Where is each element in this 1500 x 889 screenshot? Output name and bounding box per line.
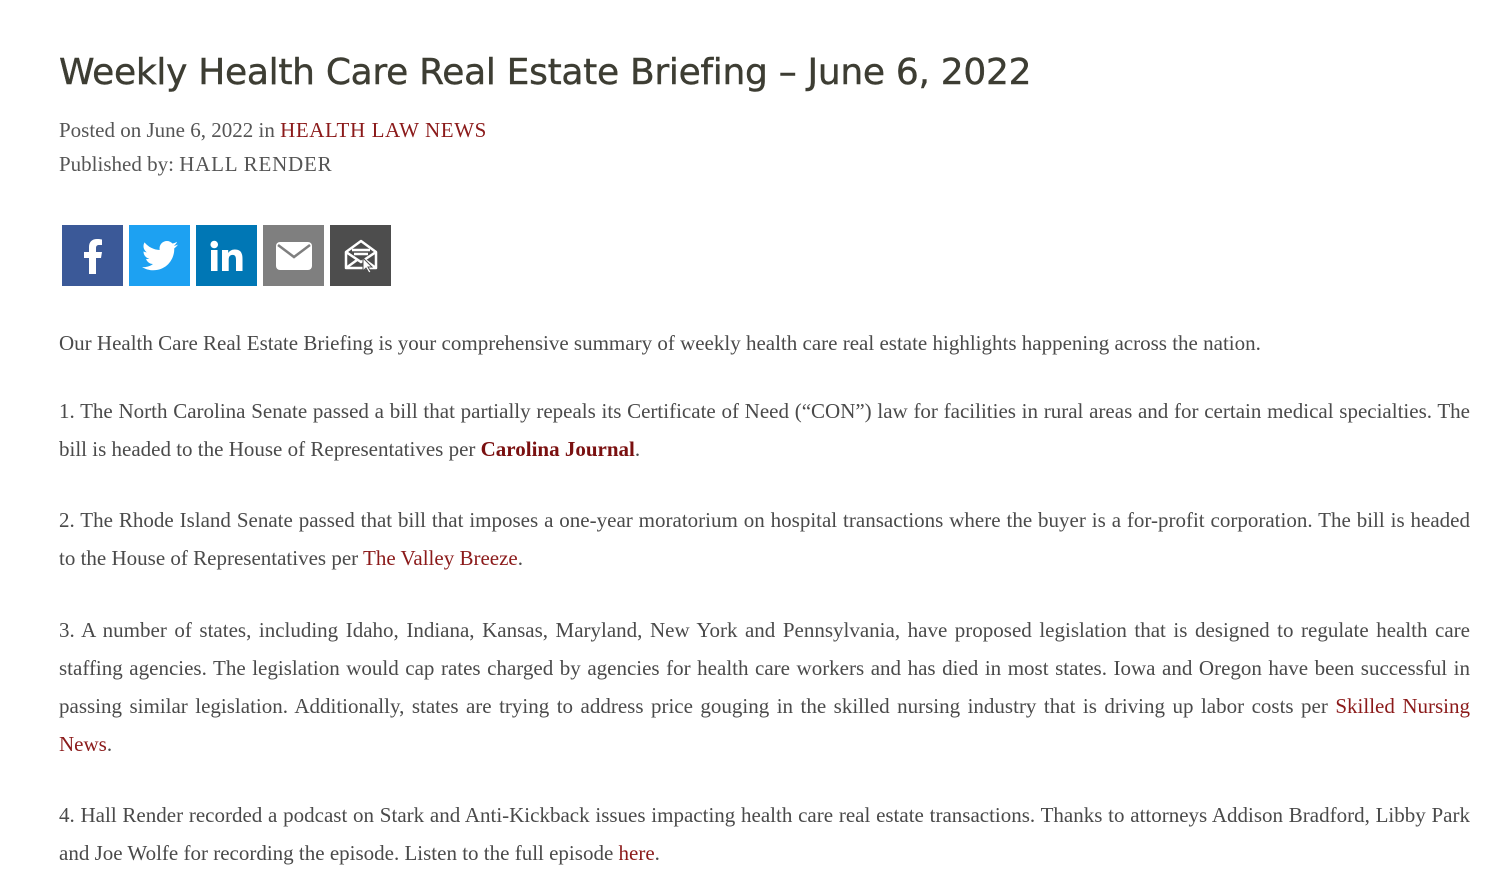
item-text: 3. A number of states, including Idaho, Indiana, Kansas, Maryland, New York and Pennsylvania, have proposed legislation that is designed to regulate health care staffing agencies. The legislation would cap rates charged by agencies for health care workers and has died in most states. Iowa and Oregon have been successful in passing similar legislation. Additionally, states are trying to address price gouging in the skilled nursing industry that is driving up labor costs per — [59, 618, 1470, 718]
item-suffix: . — [634, 437, 641, 461]
twitter-icon — [142, 241, 178, 271]
posted-line — [59, 118, 487, 143]
email-share-button[interactable] — [263, 225, 324, 286]
podcast-link-here[interactable]: here — [618, 841, 655, 865]
twitter-share-button[interactable] — [129, 225, 190, 286]
briefing-item-2 — [59, 501, 1470, 577]
source-link-carolina-journal[interactable]: Carolina Journal — [480, 437, 635, 461]
source-link-skilled-nursing-news[interactable]: Skilled Nursing News — [59, 694, 1471, 756]
facebook-share-button[interactable] — [62, 225, 123, 286]
source-link-valley-breeze[interactable]: The Valley Breeze — [363, 546, 518, 570]
item-text: 4. Hall Render recorded a podcast on Stark and Anti-Kickback issues impacting health care real estate transactions. Thanks to attorneys Addison Bradford, Libby Park and Joe Wolfe for recording the episode. Listen to the full episode — [59, 803, 1470, 865]
published-label: Published by: — [59, 152, 180, 176]
item-suffix: . — [106, 732, 113, 756]
share-buttons — [62, 225, 391, 286]
briefing-item-4 — [59, 796, 1470, 872]
linkedin-icon — [210, 240, 244, 272]
briefing-item-3 — [59, 611, 1470, 763]
item-text: 2. The Rhode Island Senate passed that bill that imposes a one-year moratorium on hospital transactions where the buyer is a for-profit corporation. The bill is headed to the House of Representatives per — [59, 508, 1470, 570]
intro-paragraph: Our Health Care Real Estate Briefing is your comprehensive summary of weekly health care real estate highlights happening across the nation. — [59, 331, 1261, 355]
subscribe-button[interactable] — [330, 225, 391, 286]
posted-date: Posted on June 6, 2022 in — [59, 118, 281, 142]
publisher-name: HALL RENDER — [179, 152, 333, 176]
published-line — [59, 152, 332, 177]
email-icon — [276, 242, 312, 270]
open-envelope-cursor-icon — [343, 238, 379, 274]
briefing-item-1 — [59, 392, 1470, 468]
page-title: Weekly Health Care Real Estate Briefing – June 6, 2022 — [59, 52, 1032, 93]
linkedin-share-button[interactable] — [196, 225, 257, 286]
item-text: 1. The North Carolina Senate passed a bill that partially repeals its Certificate of Need (“CON”) law for facilities in rural areas and for certain medical specialties. The bill is headed to the House of Representatives per — [59, 399, 1470, 461]
item-suffix: . — [654, 841, 660, 865]
item-suffix: . — [517, 546, 523, 570]
facebook-icon — [82, 238, 104, 274]
category-link[interactable]: HEALTH LAW NEWS — [280, 118, 487, 142]
